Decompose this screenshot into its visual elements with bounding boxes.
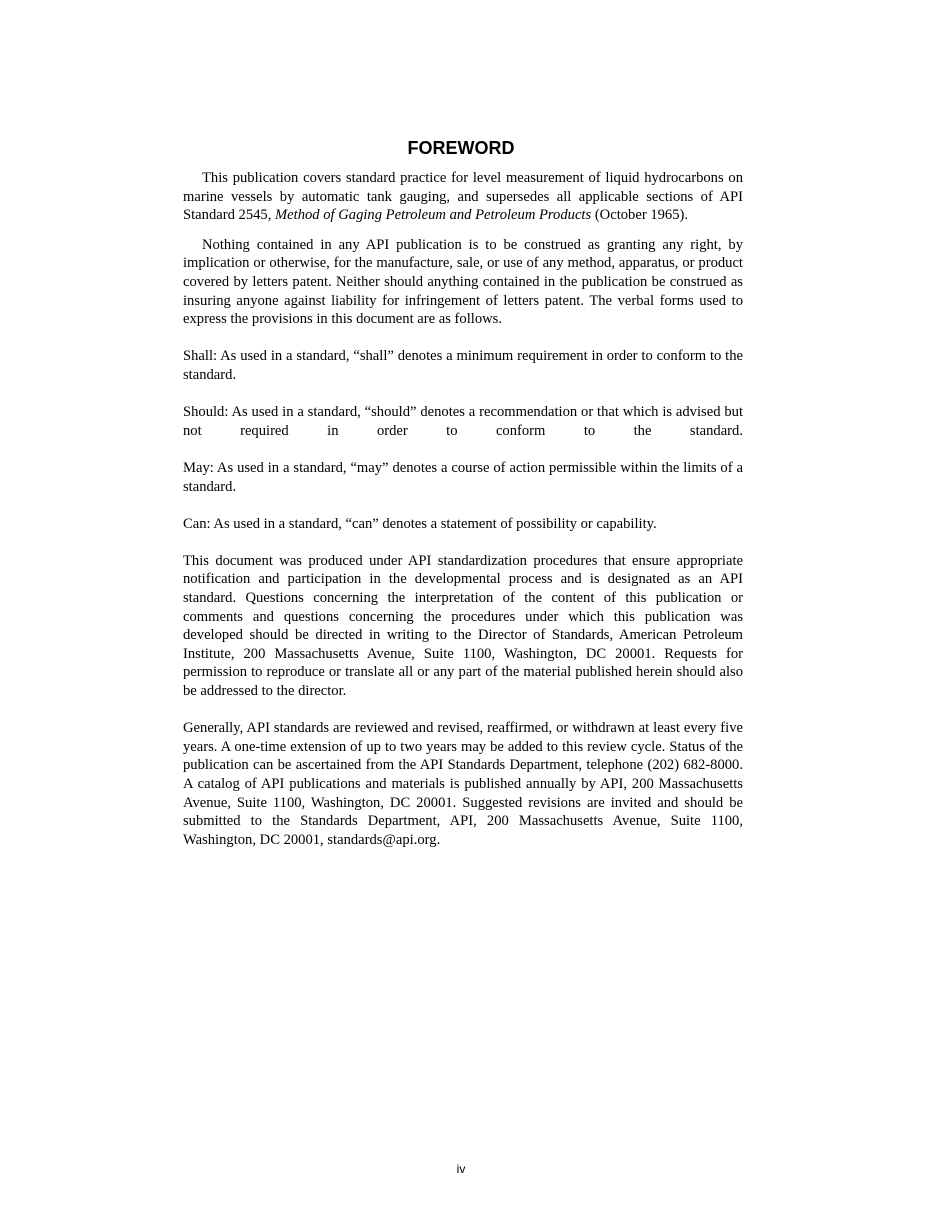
should-definition: Should: As used in a standard, “should” denotes a recommendation or that which is advised but not required in order to conform to the standard. (183, 404, 743, 439)
shall-definition: Shall: As used in a standard, “shall” denotes a minimum requirement in order to conform to the standard. (183, 348, 743, 383)
scope-paragraph (183, 169, 743, 225)
procedures-paragraph: This document was produced under API standardization procedures that ensure appropriate notification and participation in the developmental process and is designated as an API standard. Questions concerning the interpretation of the content of this publication or comments and questions concerning the procedures under which this publication was developed should be directed in writing to the Director of Standards, American Petroleum Institute, 200 Massachusetts Avenue, Suite 1100, Washington, DC 20001. Requests for permission to reproduce or translate all or any part of the material published herein should also be addressed to the director. (183, 552, 743, 700)
page-number: iv (456, 1162, 466, 1176)
foreword-title: FOREWORD (407, 138, 515, 158)
referenced-standard-title: Method of Gaging Petroleum and Petroleum Products (275, 207, 592, 224)
patent-disclaimer-paragraph: Nothing contained in any API publication is to be construed as granting any right, by implication or otherwise, for the manufacture, sale, or use of any method, apparatus, or product covered by letters patent. Neither should anything contained in the publication be construed as insuring anyone against liability for infringement of letters patent. The verbal forms used to express the provisions in this document are as follows. (183, 236, 743, 328)
scope-text: This publication covers standard practice for level measurement of liquid hydrocarbons on marine vessels by automatic tank gauging, and supersedes all applicable sections of API Standard 2545, (183, 170, 743, 224)
can-definition: Can: As used in a standard, “can” denotes a statement of possibility or capability. (183, 515, 657, 532)
may-definition: May: As used in a standard, “may” denotes a course of action permissible within the limits of a standard. (183, 459, 743, 495)
scope-text-tail: (October 1965). (591, 207, 689, 224)
foreword-body (183, 169, 743, 849)
review-paragraph: Generally, API standards are reviewed and revised, reaffirmed, or withdrawn at least every five years. A one-time extension of up to two years may be added to this review cycle. Status of the publication can be ascertained from the API Standards Department, telephone (202) 682-8000. A catalog of API publications and materials is published annually by API, 200 Massachusetts Avenue, Suite 1100, Washington, DC 20001. Suggested revisions are invited and should be submitted to the Standards Department, API, 200 Massachusetts Avenue, Suite 1100, Washington, DC 20001, standards@api.org. (183, 720, 743, 848)
